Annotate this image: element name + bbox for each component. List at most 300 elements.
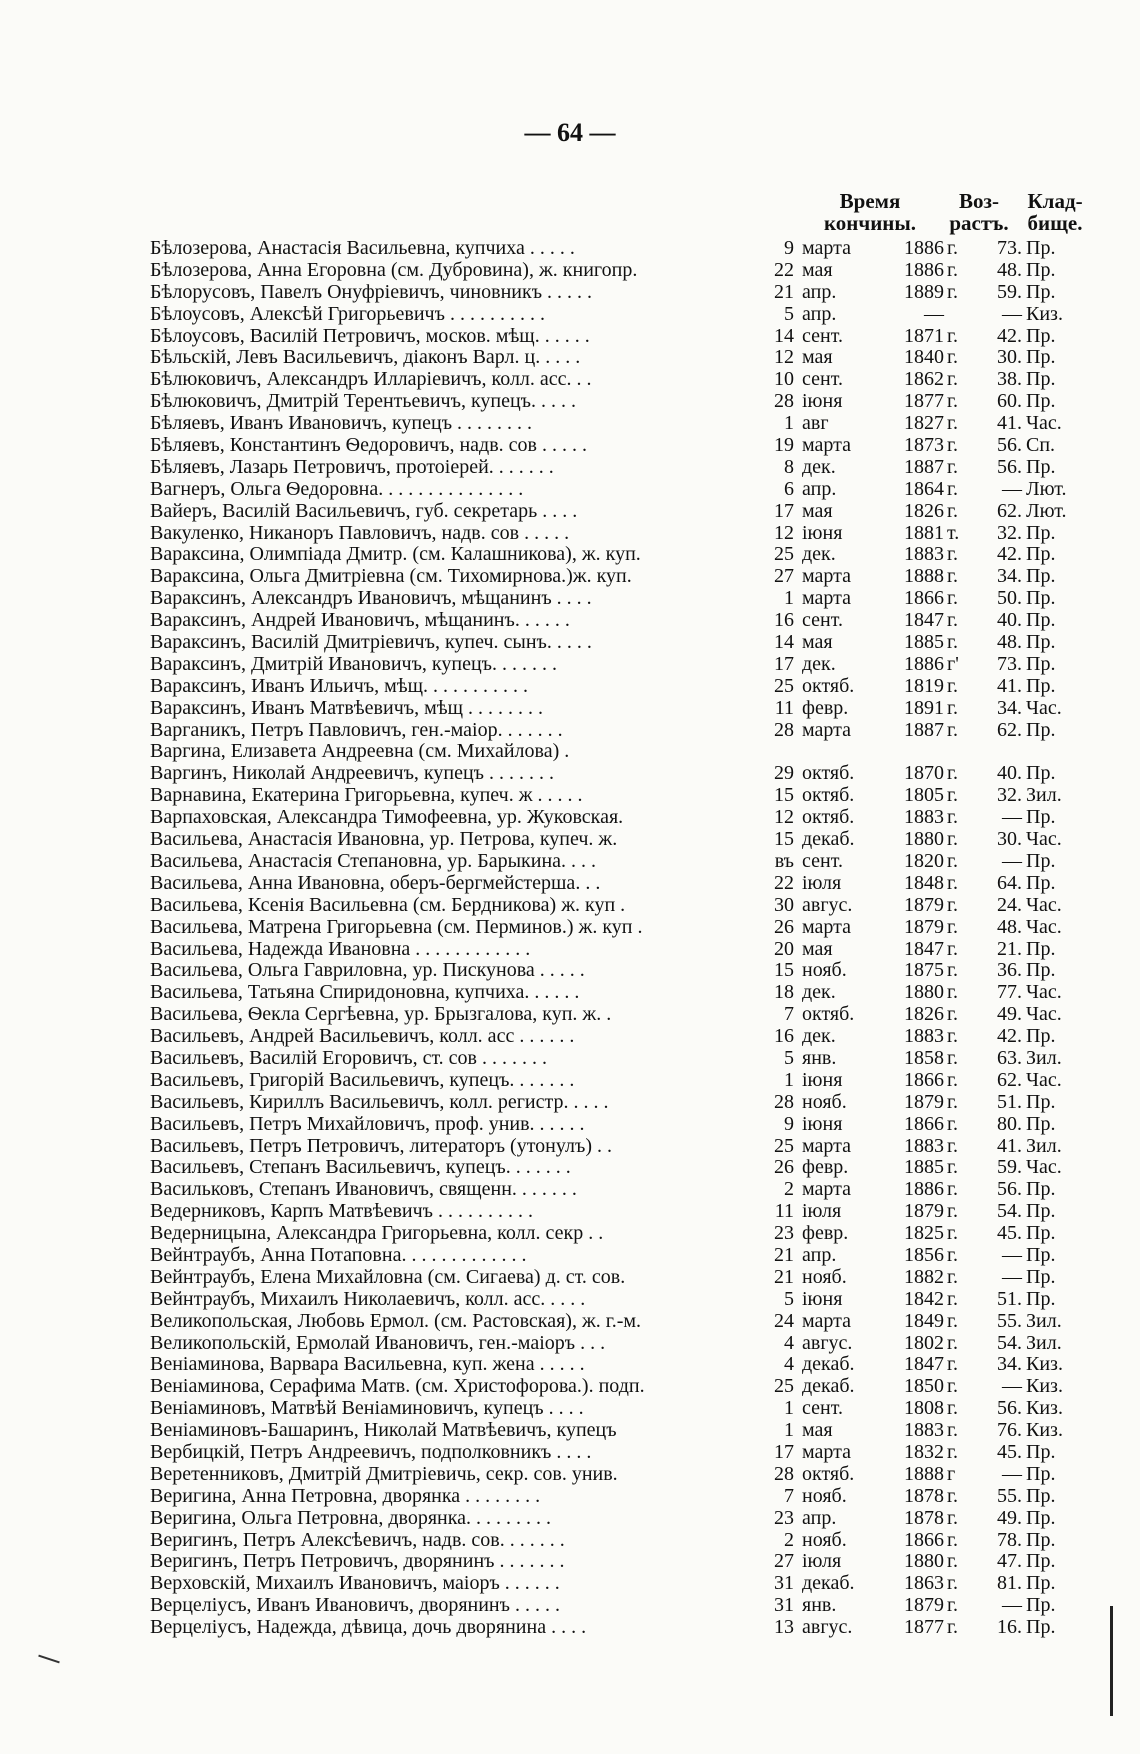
header-time-line2: кончины.	[823, 211, 917, 235]
entry-cemetery: Пр.	[1026, 1112, 1056, 1135]
entry-month: марта	[802, 1134, 851, 1157]
entry-day: 21	[774, 1243, 794, 1266]
entry-age: 34.	[997, 1353, 1022, 1376]
entry-cemetery: Пр.	[1026, 280, 1056, 303]
entry-year-suffix: г.	[947, 1003, 958, 1026]
entry-year: 1882	[904, 1265, 944, 1288]
entry-year-suffix: г.	[947, 1243, 958, 1266]
table-row	[150, 479, 1070, 501]
table-row	[150, 676, 1070, 698]
entry-age: —	[1002, 1375, 1022, 1398]
entry-day: 12	[774, 521, 794, 544]
entry-year: 1808	[904, 1397, 944, 1420]
entry-age: 59.	[997, 280, 1022, 303]
entry-cemetery: Пр.	[1026, 1090, 1056, 1113]
entry-year: 1805	[904, 784, 944, 807]
entry-cemetery: Зил.	[1026, 1134, 1062, 1157]
entry-age: 59.	[997, 1156, 1022, 1179]
entry-day: 22	[774, 258, 794, 281]
entry-name: Вайеръ, Василій Васильевичъ, губ. секретарь . . . .	[150, 500, 578, 522]
table-row	[150, 566, 1070, 588]
entry-year: 1827	[904, 412, 944, 435]
entry-age: 62.	[997, 499, 1022, 522]
entry-year: 1825	[904, 1222, 944, 1245]
entry-year-suffix: г.	[947, 937, 958, 960]
entry-age: 56.	[997, 1397, 1022, 1420]
table-row	[150, 917, 1070, 939]
entry-month: мая	[802, 631, 833, 654]
entry-age: 50.	[997, 587, 1022, 610]
table-row	[150, 326, 1070, 348]
entry-age: 56.	[997, 455, 1022, 478]
entry-name: Васильевъ, Кириллъ Васильевичъ, колл. регистр. . . . .	[150, 1091, 609, 1113]
entry-age: —	[1002, 806, 1022, 829]
header-cemetery	[1010, 190, 1100, 234]
entry-cemetery: Час.	[1026, 1003, 1062, 1026]
entry-year-suffix: г.	[947, 1265, 958, 1288]
entry-year-suffix: г.	[947, 1506, 958, 1529]
entry-year: 1883	[904, 806, 944, 829]
entry-name: Веригина, Анна Петровна, дворянка . . . . . . . .	[150, 1485, 541, 1507]
entry-age: 45.	[997, 1222, 1022, 1245]
entry-cemetery: Час.	[1026, 915, 1062, 938]
entry-year-suffix: г.	[947, 1440, 958, 1463]
table-row	[150, 1486, 1070, 1508]
entry-age: 32.	[997, 521, 1022, 544]
entry-year: 1879	[904, 1090, 944, 1113]
entry-month: февр.	[802, 1222, 849, 1245]
entry-year-suffix: г.	[947, 915, 958, 938]
entry-day: 9	[784, 237, 794, 259]
entry-year-suffix: г.	[947, 280, 958, 303]
entry-day: 26	[774, 1156, 794, 1179]
entry-year: 1880	[904, 1550, 944, 1573]
entry-age: 63.	[997, 1046, 1022, 1069]
entry-name: Васильевъ, Василій Егоровичъ, ст. сов . . . . . . .	[150, 1047, 548, 1069]
entry-name: Веніаминова, Серафима Матв. (см. Христофорова.). подп.	[150, 1376, 645, 1398]
entry-name: Васильева, Татьяна Спиридоновна, купчиха. . . . . .	[150, 982, 580, 1004]
entry-name: Бѣлозерова, Анастасія Васильевна, купчиха . . . . .	[150, 238, 575, 259]
entry-cemetery: Час.	[1026, 412, 1062, 435]
entry-year-suffix: г.	[947, 784, 958, 807]
table-row	[150, 1179, 1070, 1201]
table-row	[150, 457, 1070, 479]
entry-cemetery: Пр.	[1026, 1178, 1056, 1201]
entry-year-suffix: т.	[947, 521, 960, 544]
entry-name: Вараксинъ, Иванъ Матвѣевичъ, мѣщ . . . . . . . .	[150, 697, 544, 719]
entry-day: 27	[774, 565, 794, 588]
entry-age: 54.	[997, 1200, 1022, 1223]
entry-month: іюля	[802, 1200, 842, 1223]
entry-year-suffix: г	[947, 1462, 956, 1485]
entry-age: 81.	[997, 1572, 1022, 1595]
entry-month: апр.	[802, 1243, 837, 1266]
table-row	[150, 282, 1070, 304]
entry-month: сент.	[802, 609, 843, 632]
entry-day: 28	[774, 1462, 794, 1485]
entry-age: 48.	[997, 631, 1022, 654]
entry-year: 1826	[904, 499, 944, 522]
table-row	[150, 1573, 1070, 1595]
entry-day: 17	[774, 499, 794, 522]
entry-year-suffix: г.	[947, 1112, 958, 1135]
header-time-of-death	[795, 190, 945, 234]
entry-year-suffix: г.	[947, 346, 958, 369]
entry-day: 5	[784, 1046, 794, 1069]
column-headers	[0, 190, 1140, 238]
entry-day: 27	[774, 1550, 794, 1573]
entry-year: 1878	[904, 1506, 944, 1529]
table-row	[150, 1070, 1070, 1092]
entry-day: 25	[774, 1134, 794, 1157]
entry-age: 56.	[997, 1178, 1022, 1201]
entry-age: 21.	[997, 937, 1022, 960]
entry-age: 80.	[997, 1112, 1022, 1135]
entry-age: 62.	[997, 718, 1022, 741]
entry-year-suffix: г.	[947, 1287, 958, 1310]
table-row	[150, 1530, 1070, 1552]
entry-year-suffix: г.	[947, 237, 958, 259]
entry-year: 1883	[904, 1419, 944, 1442]
table-row	[150, 654, 1070, 676]
entry-age: 34.	[997, 565, 1022, 588]
entry-name: Вейнтраубъ, Анна Потаповна. . . . . . . . . . . . .	[150, 1244, 527, 1266]
entry-year: 1847	[904, 937, 944, 960]
entry-day: 1	[784, 587, 794, 610]
entry-month: декаб.	[802, 1375, 855, 1398]
entry-age: 41.	[997, 1134, 1022, 1157]
entry-day: 9	[784, 1112, 794, 1135]
header-cemetery-line1: Клад-	[1027, 189, 1083, 213]
entry-name: Веригинъ, Петръ Петровичъ, дворянинъ . . . . . . .	[150, 1551, 565, 1573]
entry-name: Бѣлоусовъ, Василій Петровичъ, москов. мѣщ. . . . . .	[150, 325, 590, 347]
entry-month: мая	[802, 346, 833, 369]
table-row	[150, 369, 1070, 391]
entry-name: Васильевъ, Степанъ Васильевичъ, купецъ. . . . . . .	[150, 1157, 571, 1179]
entry-name: Верцеліусъ, Надежда, дѣвица, дочь дворянина . . . .	[150, 1617, 587, 1639]
entry-year-suffix: г.	[947, 959, 958, 982]
entry-year-suffix: г.	[947, 718, 958, 741]
page-number: — 64 —	[524, 118, 616, 147]
entry-year: 1873	[904, 434, 944, 457]
entry-month: дек.	[802, 455, 836, 478]
entry-name: Васильева, Ольга Гавриловна, ур. Пискунова . . . . .	[150, 960, 585, 982]
entry-cemetery: Пр.	[1026, 1243, 1056, 1266]
entry-month: іюня	[802, 521, 843, 544]
entry-year: 1888	[904, 565, 944, 588]
entry-year-suffix: г.	[947, 1375, 958, 1398]
entry-cemetery: Пр.	[1026, 871, 1056, 894]
entry-year: 1891	[904, 696, 944, 719]
entry-name: Варганикъ, Петръ Павловичъ, ген.-маіор. . . . . . .	[150, 719, 563, 741]
entry-month: мая	[802, 258, 833, 281]
entry-name: Бѣлоусовъ, Алексѣй Григорьевичъ . . . . . . . . . .	[150, 303, 545, 325]
entry-year: 1870	[904, 762, 944, 785]
header-cemetery-line2: бище.	[1027, 211, 1083, 235]
table-row	[150, 632, 1070, 654]
table-row	[150, 1245, 1070, 1267]
entry-year: 1879	[904, 1200, 944, 1223]
entry-name: Веригинъ, Петръ Алексѣевичъ, надв. сов. . . . . . .	[150, 1529, 565, 1551]
entry-name: Бѣляевъ, Лазарь Петровичъ, протоіерей. . . . . . .	[150, 456, 554, 478]
table-row	[150, 1267, 1070, 1289]
table-row	[150, 1595, 1070, 1617]
entry-day: 14	[774, 324, 794, 347]
table-row	[150, 1048, 1070, 1070]
entry-month: декаб.	[802, 828, 855, 851]
entry-cemetery: Час.	[1026, 828, 1062, 851]
entry-age: 32.	[997, 784, 1022, 807]
entry-year-suffix: г.	[947, 1550, 958, 1573]
entry-year: 1885	[904, 1156, 944, 1179]
entry-day: 7	[784, 1003, 794, 1026]
entry-year-suffix: г.	[947, 1134, 958, 1157]
entry-age: 42.	[997, 1025, 1022, 1048]
entry-month: іюня	[802, 390, 843, 413]
table-row	[150, 610, 1070, 632]
entry-year: 1847	[904, 609, 944, 632]
entry-month: дек.	[802, 981, 836, 1004]
entry-day: 25	[774, 1375, 794, 1398]
table-row	[150, 1136, 1070, 1158]
table-row	[150, 1442, 1070, 1464]
entry-year: 1848	[904, 871, 944, 894]
entry-year: 1842	[904, 1287, 944, 1310]
entry-cemetery: Пр.	[1026, 1484, 1056, 1507]
entry-cemetery: Пр.	[1026, 631, 1056, 654]
entry-day: 25	[774, 543, 794, 566]
table-row	[150, 413, 1070, 435]
entry-cemetery: Пр.	[1026, 609, 1056, 632]
entry-day: 16	[774, 1025, 794, 1048]
table-row	[150, 741, 1070, 763]
entry-cemetery: Киз.	[1026, 1375, 1063, 1398]
entry-year-suffix: г.	[947, 609, 958, 632]
entry-year: 1864	[904, 477, 944, 500]
entry-year-suffix: г.	[947, 1046, 958, 1069]
entry-day: 24	[774, 1309, 794, 1332]
table-row	[150, 1311, 1070, 1333]
entry-year: 1880	[904, 828, 944, 851]
entry-month: дек.	[802, 1025, 836, 1048]
entry-day: 20	[774, 937, 794, 960]
entry-year-suffix: г.	[947, 1200, 958, 1223]
entry-age: 48.	[997, 258, 1022, 281]
entry-name: Варнавина, Екатерина Григорьевна, купеч. ж . . . . .	[150, 785, 583, 807]
entry-age: 54.	[997, 1331, 1022, 1354]
entry-cemetery: Пр.	[1026, 652, 1056, 675]
entry-name: Бѣлорусовъ, Павелъ Онуфріевичъ, чиновникъ . . . . .	[150, 281, 593, 303]
entry-day: 12	[774, 346, 794, 369]
entry-day: 5	[784, 1287, 794, 1310]
entry-year-suffix: г.	[947, 390, 958, 413]
entry-age: 30.	[997, 828, 1022, 851]
entry-name: Васильева, Надежда Ивановна . . . . . . . . . . . .	[150, 938, 531, 960]
entry-year-suffix: г.	[947, 1331, 958, 1354]
entry-month: сент.	[802, 368, 843, 391]
entry-year: 1847	[904, 1353, 944, 1376]
entry-name: Бѣлюковичъ, Александръ Илларіевичъ, колл. асс. . .	[150, 369, 592, 391]
entry-name: Бѣляевъ, Иванъ Ивановичъ, купецъ . . . . . . . .	[150, 413, 533, 435]
header-age-line2: растъ.	[949, 211, 1009, 235]
table-row	[150, 851, 1070, 873]
entry-year-suffix: г.	[947, 565, 958, 588]
entry-day: 2	[784, 1528, 794, 1551]
table-row	[150, 763, 1070, 785]
entry-name: Вараксина, Ольга Дмитріевна (см. Тихомирнова.)ж. куп.	[150, 566, 632, 588]
entry-name: Вагнеръ, Ольга Ѳедоровна. . . . . . . . . . . . . . .	[150, 478, 524, 500]
entry-name: Вараксина, Олимпіада Дмитр. (см. Калашникова), ж. куп.	[150, 544, 641, 566]
table-row	[150, 982, 1070, 1004]
margin-mark	[38, 1655, 60, 1664]
entry-age: 51.	[997, 1090, 1022, 1113]
entry-name: Верховскій, Михаилъ Ивановичъ, маіоръ . . . . . .	[150, 1573, 560, 1595]
entry-month: марта	[802, 1178, 851, 1201]
entry-year-suffix: г.	[947, 893, 958, 916]
entry-month: нояб.	[802, 1528, 847, 1551]
table-row	[150, 391, 1070, 413]
entry-month: іюня	[802, 1068, 843, 1091]
entry-cemetery: Пр.	[1026, 1462, 1056, 1485]
entry-year-suffix: г.	[947, 455, 958, 478]
entry-year-suffix: г.	[947, 1309, 958, 1332]
header-age	[946, 190, 1012, 234]
entry-age: —	[1002, 1265, 1022, 1288]
entry-name: Варгинъ, Николай Андреевичъ, купецъ . . . . . . .	[150, 763, 554, 785]
entry-day: 28	[774, 1090, 794, 1113]
entry-age: —	[1002, 1462, 1022, 1485]
entry-name: Великопольская, Любовь Ермол. (см. Растовская), ж. г.-м.	[150, 1310, 642, 1332]
entry-year: 1862	[904, 368, 944, 391]
entry-age: 42.	[997, 543, 1022, 566]
entry-year-suffix: г.	[947, 499, 958, 522]
entry-year: 1886	[904, 258, 944, 281]
entry-cemetery: Зил.	[1026, 1309, 1062, 1332]
entry-cemetery: Пр.	[1026, 1616, 1056, 1639]
entry-year: 1881	[904, 521, 944, 544]
entry-cemetery: Пр.	[1026, 324, 1056, 347]
entry-cemetery: Пр.	[1026, 1222, 1056, 1245]
entry-name: Васильева, Анна Ивановна, оберъ-бергмейстерша. . .	[150, 872, 601, 894]
entry-age: —	[1002, 1594, 1022, 1617]
entry-month: марта	[802, 434, 851, 457]
entry-month: марта	[802, 565, 851, 588]
entry-year-suffix: г.	[947, 1397, 958, 1420]
entry-cemetery: Пр.	[1026, 258, 1056, 281]
entry-age: 64.	[997, 871, 1022, 894]
entry-age: 42.	[997, 324, 1022, 347]
entry-year: 1878	[904, 1484, 944, 1507]
entry-year: 1819	[904, 674, 944, 697]
entry-age: —	[1002, 849, 1022, 872]
entry-cemetery: Пр.	[1026, 1528, 1056, 1551]
entry-month: янв.	[802, 1046, 837, 1069]
entry-month: дек.	[802, 543, 836, 566]
entry-age: 49.	[997, 1003, 1022, 1026]
entry-year: 1887	[904, 718, 944, 741]
table-row	[150, 698, 1070, 720]
entry-cemetery: Киз.	[1026, 302, 1063, 325]
entry-name: Васильева, Матрена Григорьевна (см. Перминов.) ж. куп .	[150, 916, 643, 938]
entry-name: Васильева, Анастасія Ивановна, ур. Петрова, купеч. ж.	[150, 829, 618, 851]
entry-year-suffix: г.	[947, 981, 958, 1004]
entry-name: Веніаминовъ-Башаринъ, Николай Матвѣевичъ, купецъ	[150, 1420, 617, 1442]
entry-year-suffix: г.	[947, 1156, 958, 1179]
entry-cemetery: Пр.	[1026, 565, 1056, 588]
table-row	[150, 435, 1070, 457]
entry-cemetery: Пр.	[1026, 937, 1056, 960]
entry-cemetery: Зил.	[1026, 1046, 1062, 1069]
entry-year: 1866	[904, 1112, 944, 1135]
entry-cemetery: Пр.	[1026, 455, 1056, 478]
entry-cemetery: Пр.	[1026, 806, 1056, 829]
entry-age: 45.	[997, 1440, 1022, 1463]
table-row	[150, 347, 1070, 369]
entry-cemetery: Пр.	[1026, 1200, 1056, 1223]
entry-day: 1	[784, 1419, 794, 1442]
entry-year-suffix: г.	[947, 258, 958, 281]
table-row	[150, 1026, 1070, 1048]
entry-name: Вакуленко, Никаноръ Павловичъ, надв. сов . . . . .	[150, 522, 570, 544]
entry-age: 47.	[997, 1550, 1022, 1573]
entry-year: 1858	[904, 1046, 944, 1069]
entry-age: 49.	[997, 1506, 1022, 1529]
entry-month: нояб.	[802, 959, 847, 982]
entry-year: 1826	[904, 1003, 944, 1026]
entry-cemetery: Пр.	[1026, 1572, 1056, 1595]
entry-year: 1849	[904, 1309, 944, 1332]
entry-age: —	[1002, 477, 1022, 500]
entry-name: Васильева, Анастасія Степановна, ур. Барыкина. . . .	[150, 850, 597, 872]
entry-cemetery: Пр.	[1026, 718, 1056, 741]
table-row	[150, 1004, 1070, 1026]
entry-month: мая	[802, 499, 833, 522]
table-row	[150, 523, 1070, 545]
table-row	[150, 939, 1070, 961]
entry-cemetery: Пр.	[1026, 849, 1056, 872]
entry-year: 1883	[904, 543, 944, 566]
entry-cemetery: Пр.	[1026, 1287, 1056, 1310]
entry-cemetery: Сп.	[1026, 434, 1056, 457]
entry-year: 1866	[904, 587, 944, 610]
entry-name: Варпаховская, Александра Тимофеевна, ур. Жуковская.	[150, 807, 624, 829]
entry-month: апр.	[802, 1506, 837, 1529]
entry-month: сент.	[802, 324, 843, 347]
table-row	[150, 1551, 1070, 1573]
entry-cemetery: Пр.	[1026, 368, 1056, 391]
entry-month: нояб.	[802, 1484, 847, 1507]
entry-name: Верцеліусъ, Иванъ Ивановичъ, дворянинъ . . . . .	[150, 1595, 560, 1617]
entry-year-suffix: г.	[947, 1616, 958, 1639]
entry-month: марта	[802, 915, 851, 938]
entry-year-suffix: г.	[947, 543, 958, 566]
entry-day: 15	[774, 828, 794, 851]
entry-day: 28	[774, 718, 794, 741]
entry-name: Васильевъ, Григорій Васильевичъ, купецъ. . . . . . .	[150, 1069, 575, 1091]
entry-cemetery: Лют.	[1026, 477, 1067, 500]
entry-day: 4	[784, 1331, 794, 1354]
entry-year: 1883	[904, 1134, 944, 1157]
entry-cemetery: Пр.	[1026, 521, 1056, 544]
margin-bar	[1110, 1606, 1113, 1716]
entry-year: 1886	[904, 1178, 944, 1201]
entry-day: 11	[774, 696, 794, 719]
entry-name: Бѣляевъ, Константинъ Ѳедоровичъ, надв. сов . . . . .	[150, 435, 587, 457]
entry-year-suffix: г.	[947, 1090, 958, 1113]
entry-year: 1879	[904, 915, 944, 938]
entry-year-suffix: г.	[947, 806, 958, 829]
entry-month: марта	[802, 237, 851, 259]
